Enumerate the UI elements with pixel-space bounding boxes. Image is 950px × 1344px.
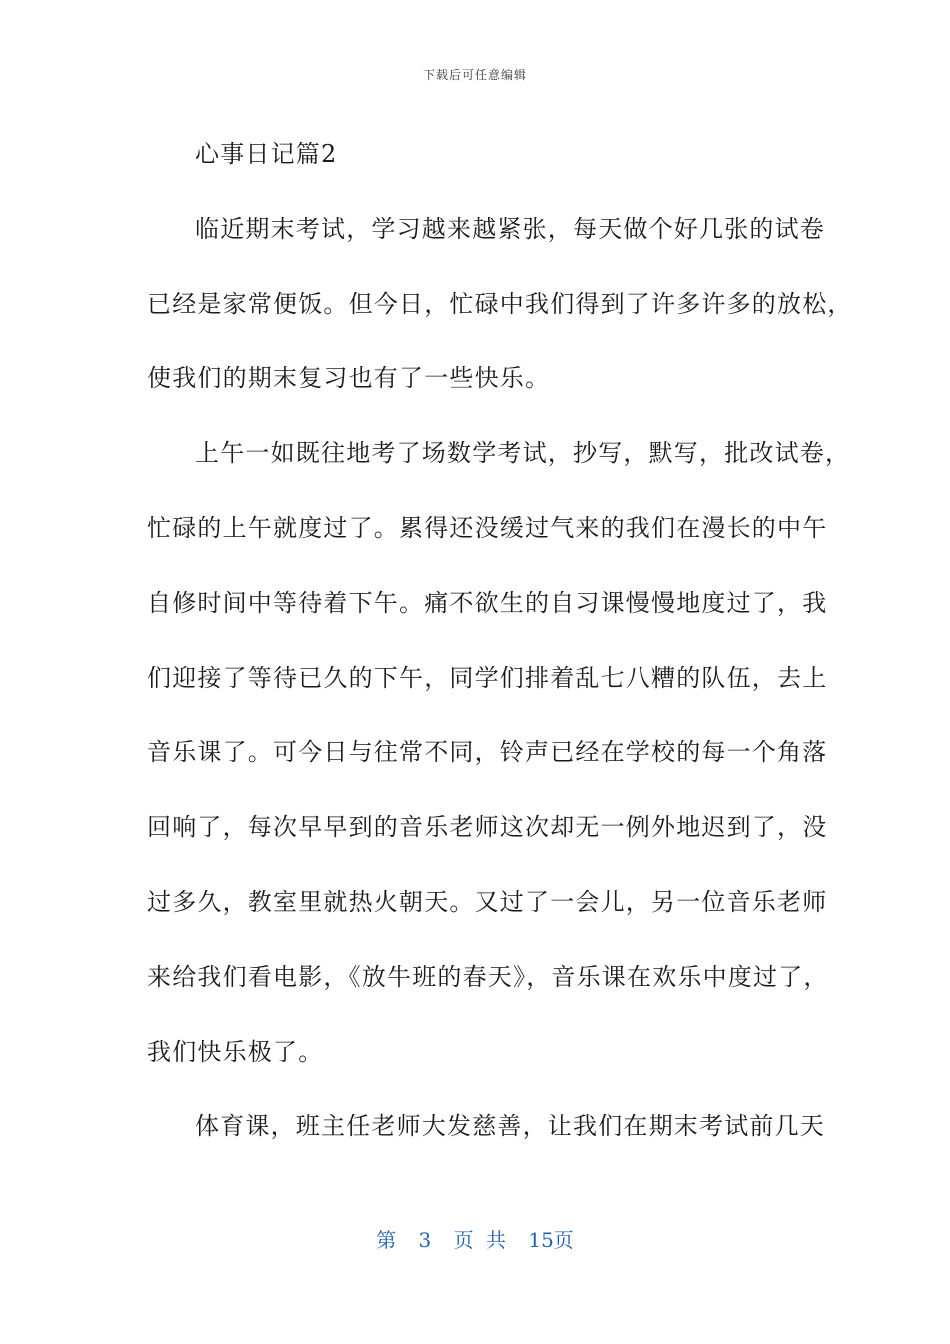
paragraph-line: 过多久，教室里就热火朝天。又过了一会儿，另一位音乐老师: [147, 887, 828, 916]
paragraph-line: 体育课，班主任老师大发慈善，让我们在期末考试前几天: [195, 1112, 825, 1141]
document-body: [147, 117, 853, 1164]
footer-total-pages: 15页: [528, 1228, 574, 1252]
paragraph-line: 上午一如既往地考了场数学考试，抄写，默写，批改试卷，: [195, 439, 851, 468]
paragraph-line: 临近期末考试，学习越来越紧张，每天做个好几张的试卷: [195, 214, 825, 243]
footer-middle: 页 共: [453, 1228, 506, 1252]
paragraph-line: 使我们的期末复习也有了一些快乐。: [147, 364, 551, 393]
paragraph-line: 来给我们看电影，《放牛班的春天》，音乐课在欢乐中度过了，: [147, 962, 829, 991]
paragraph-line: 自修时间中等待着下午。痛不欲生的自习课慢慢地度过了，我: [147, 588, 828, 617]
footer-prefix: 第: [376, 1228, 397, 1252]
page-number-footer: [0, 1224, 950, 1253]
paragraph-line: 我们快乐极了。: [147, 1037, 324, 1066]
paragraph-line: 们迎接了等待已久的下午，同学们排着乱七八糟的队伍，去上: [147, 663, 828, 692]
section-title: 心事日记篇2: [195, 140, 338, 168]
page-header: 下载后可任意编辑: [422, 68, 527, 82]
paragraph-line: 忙碌的上午就度过了。累得还没缓过气来的我们在漫长的中午: [147, 513, 828, 542]
paragraph-line: 音乐课了。可今日与往常不同，铃声已经在学校的每一个角落: [147, 738, 828, 767]
paragraph-line: 已经是家常便饭。但今日，忙碌中我们得到了许多许多的放松，: [147, 289, 853, 318]
paragraph-line: 回响了，每次早早到的音乐老师这次却无一例外地迟到了，没: [147, 813, 828, 842]
footer-current-page: 3: [418, 1228, 432, 1252]
